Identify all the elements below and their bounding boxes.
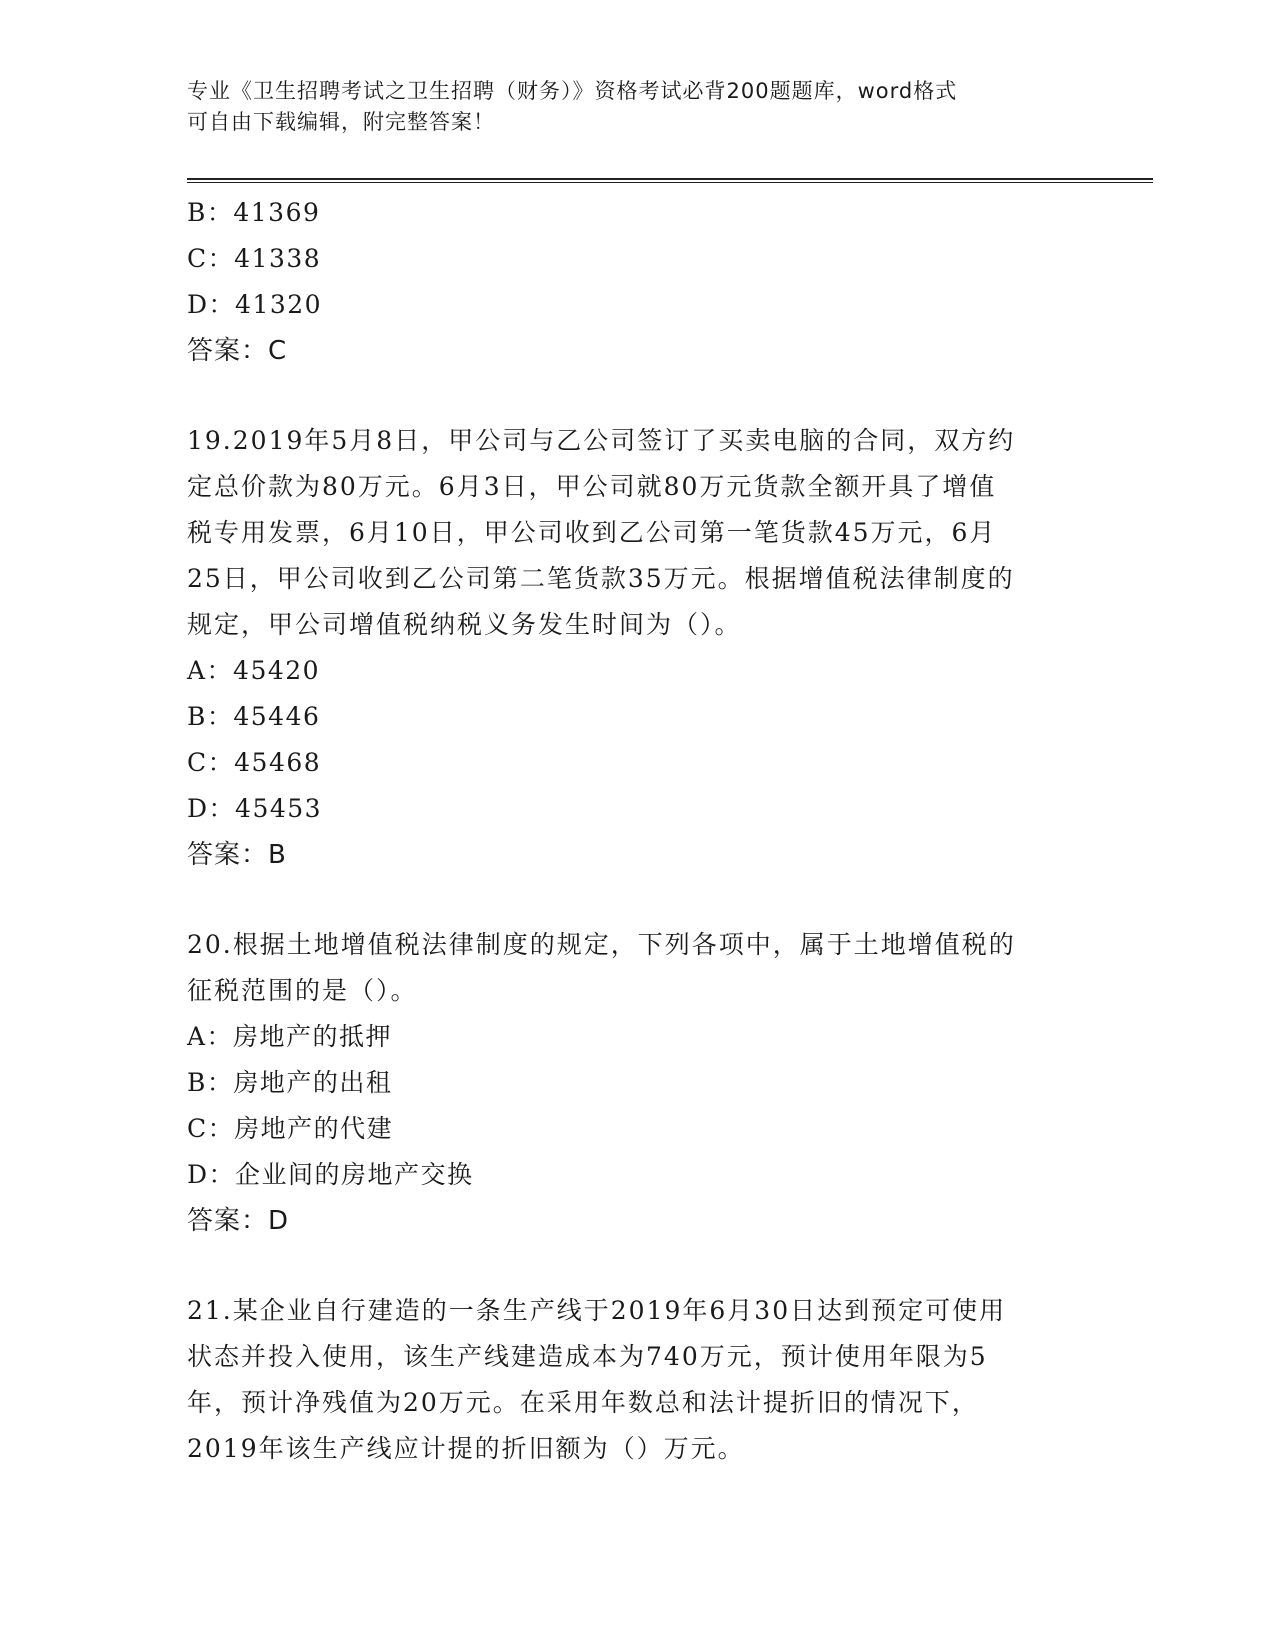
option-d: D：企业间的房地产交换 xyxy=(187,1160,474,1189)
question-text xyxy=(187,1288,1087,1472)
header-title-line-1: 专业《卫生招聘考试之卫生招聘（财务）》资格考试必背200题题库，word格式 xyxy=(187,79,958,103)
option-a: A：房地产的抵押 xyxy=(187,1022,393,1051)
question-text-line: 2019年该生产线应计提的折旧额为（）万元。 xyxy=(187,1434,745,1463)
header-divider xyxy=(187,178,1153,183)
option-b: B：45446 xyxy=(187,702,321,731)
question-19 xyxy=(187,418,1087,878)
question-text-line: 21.某企业自行建造的一条生产线于2019年6月30日达到预定可使用 xyxy=(187,1296,1007,1325)
question-text-line: 税专用发票，6月10日，甲公司收到乙公司第一笔货款45万元，6月 xyxy=(187,518,997,547)
question-text xyxy=(187,418,1087,648)
option-c: C：45468 xyxy=(187,748,322,777)
option-b: B：41369 xyxy=(187,198,321,227)
answer-line: 答案：B xyxy=(187,840,287,870)
question-text xyxy=(187,922,1087,1014)
question-text-line: 20.根据土地增值税法律制度的规定，下列各项中，属于土地增值税的 xyxy=(187,930,1016,959)
option-a: A：45420 xyxy=(187,656,321,685)
option-d: D：45453 xyxy=(187,794,323,823)
question-text-line: 年，预计净残值为20万元。在采用年数总和法计提折旧的情况下， xyxy=(187,1388,979,1417)
document-header xyxy=(187,76,1067,138)
header-title-line-2: 可自由下载编辑，附完整答案！ xyxy=(187,110,495,134)
question-text-line: 定总价款为80万元。6月3日，甲公司就80万元货款全额开具了增值 xyxy=(187,472,997,501)
answer-line: 答案：C xyxy=(187,336,288,366)
question-20 xyxy=(187,922,1087,1244)
option-c: C：41338 xyxy=(187,244,322,273)
option-d: D：41320 xyxy=(187,290,323,319)
previous-question-tail xyxy=(187,190,1087,374)
question-text-line: 征税范围的是（）。 xyxy=(187,976,418,1005)
answer-line: 答案：D xyxy=(187,1206,290,1236)
question-text-line: 规定，甲公司增值税纳税义务发生时间为（）。 xyxy=(187,610,742,639)
question-text-line: 19.2019年5月8日，甲公司与乙公司签订了买卖电脑的合同，双方约 xyxy=(187,426,1016,455)
document-body xyxy=(187,190,1087,1472)
option-c: C：房地产的代建 xyxy=(187,1114,394,1143)
question-21 xyxy=(187,1288,1087,1472)
question-text-line: 状态并投入使用，该生产线建造成本为740万元，预计使用年限为5 xyxy=(187,1342,988,1371)
option-b: B：房地产的出租 xyxy=(187,1068,393,1097)
question-text-line: 25日，甲公司收到乙公司第二笔货款35万元。根据增值税法律制度的 xyxy=(187,564,1015,593)
